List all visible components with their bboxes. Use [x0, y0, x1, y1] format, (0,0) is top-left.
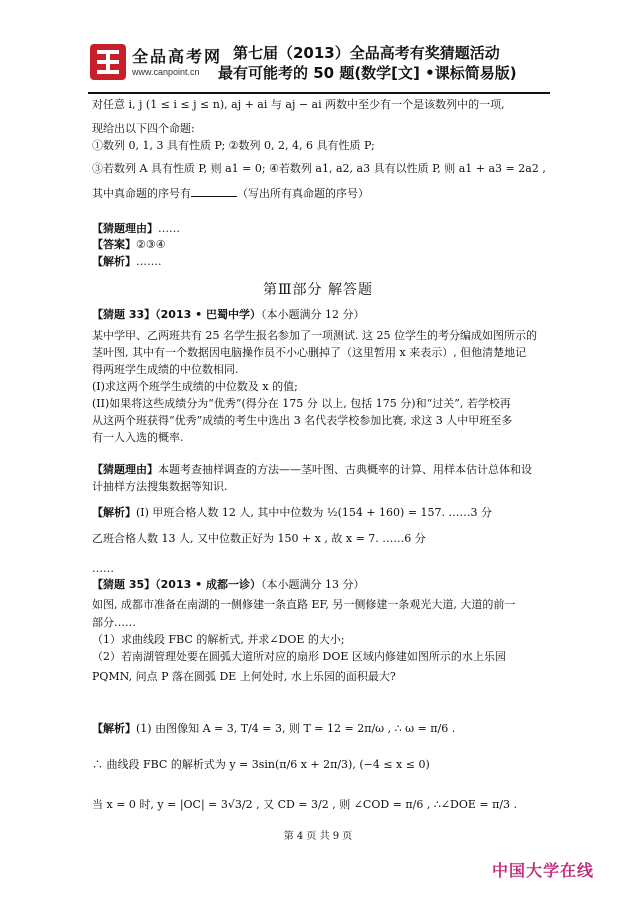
q35-score: （本小题满分 13 分）	[260, 578, 365, 591]
q33-p2: 茎叶图, 其中有一个数据因电脑操作员不小心删掉了（这里暂用 x 来表示）, 但他清楚地记	[92, 346, 527, 359]
q33-reason-label: 【猜题理由】	[92, 463, 158, 476]
q-top-line1: 对任意 i, j (1 ≤ i ≤ j ≤ n), aj + ai 与 aj − ai 两数中至少有一个是该数列中的一项,	[92, 98, 505, 111]
answer-label: 【答案】	[92, 238, 136, 251]
q35-sol-text1: (1) 由图像知 A = 3, T/4 = 3, 则 T = 12 = 2π/ω , ∴ ω = π/6 .	[136, 722, 456, 735]
q-top-line4: ③若数列 A 具有性质 P, 则 a1 = 0; ④若数列 a1, a2, a3 具有以性质 P, 则 a1 + a3 = 2a2 ,	[92, 162, 546, 175]
page-header	[88, 40, 558, 92]
q33-reason-text1: 本题考查抽样调查的方法——茎叶图、古典概率的计算、用样本估计总体和设	[158, 463, 532, 476]
q-top-analysis	[92, 255, 162, 269]
answer-blank	[191, 186, 237, 197]
analysis-label: 【解析】	[92, 255, 136, 268]
q35-p4: （2）若南湖管理处要在圆弧大道所对应的扇形 DOE 区域内修建如图所示的水上乐园	[92, 650, 506, 663]
q35-p2: 部分……	[92, 616, 136, 629]
q-top-line5	[92, 186, 369, 201]
q35-label: 【猜题 35】	[92, 578, 156, 591]
q35-solution-line3: 当 x = 0 时, y = |OC| = 3√3/2 , 又 CD = 3/2 , 则 ∠COD = π/6 , ∴∠DOE = π/3 .	[92, 798, 518, 811]
reason-text: ……	[158, 222, 180, 235]
q33-solution-line2: 乙班合格人数 13 人, 又中位数正好为 150 + x , 故 x = 7. ……6 分	[92, 532, 426, 545]
logo-name: 全品高考网	[132, 47, 223, 66]
q33-heading	[92, 308, 364, 322]
answer-text: ②③④	[136, 238, 166, 251]
q33-p7: 有一人入选的概率.	[92, 431, 184, 444]
q33-dots: ……	[92, 562, 114, 575]
q-top-line5-note: （写出所有真命题的序号）	[237, 187, 369, 200]
q35-solution-line2: ∴ 曲线段 FBC 的解析式为 y = 3sin(π/6 x + 2π/3), (−4 ≤ x ≤ 0)	[92, 758, 430, 771]
q33-reason-line1	[92, 463, 532, 477]
q33-reason-line2: 计抽样方法搜集数据等知识.	[92, 480, 228, 493]
page-number: 第 4 页 共 9 页	[283, 831, 353, 842]
canpoint-logo-icon	[88, 42, 128, 82]
watermark: 中国大学在线	[492, 861, 595, 880]
q33-p3: 得两班学生成绩的中位数相同.	[92, 363, 239, 376]
q-top-line2: 现给出以下四个命题:	[92, 122, 195, 135]
header-divider	[88, 92, 550, 94]
q33-p5: (II)如果将这些成绩分为“优秀”(得分在 175 分 以上, 包括 175 分)和“过关”, 若学校再	[92, 397, 511, 410]
q35-p3: （1）求曲线段 FBC 的解析式, 并求∠DOE 的大小;	[92, 633, 345, 646]
q-top-reason	[92, 222, 180, 236]
q33-solution-line1	[92, 506, 492, 520]
q35-solution-line1	[92, 722, 455, 736]
header-title-line2: 最有可能考的 50 题(数学[文] •课标简易版)	[218, 64, 517, 82]
q-top-line3: ①数列 0, 1, 3 具有性质 P; ②数列 0, 2, 4, 6 具有性质 P;	[92, 139, 375, 152]
analysis-text: …….	[136, 255, 162, 268]
q33-source: （2013 • 巴蜀中学）	[155, 308, 261, 321]
q35-p1: 如图, 成都市准备在南湖的一侧修建一条直路 EF, 另一侧修建一条观光大道, 大道的前一	[92, 598, 516, 611]
header-title-line1: 第七届（2013）全品高考有奖猜题活动	[233, 44, 500, 62]
q33-sol-label: 【解析】	[92, 506, 136, 519]
q33-sol-text1: (I) 甲班合格人数 12 人, 其中中位数为 ½(154 + 160) = 157. ……3 分	[136, 506, 493, 519]
q35-source: （2013 • 成都一诊）	[155, 578, 261, 591]
q33-p4: (I)求这两个班学生成绩的中位数及 x 的值;	[92, 380, 298, 393]
logo-url: www.canpoint.cn	[132, 67, 200, 77]
q35-p5: PQMN, 问点 P 落在圆弧 DE 上何处时, 水上乐园的面积最大?	[92, 670, 396, 683]
q-top-answer	[92, 238, 166, 252]
q35-heading	[92, 578, 364, 592]
q33-score: （本小题满分 12 分）	[260, 308, 365, 321]
reason-label: 【猜题理由】	[92, 222, 158, 235]
q-top-line5-text: 其中真命题的序号有	[92, 187, 191, 200]
q35-sol-label: 【解析】	[92, 722, 136, 735]
section-title: 第Ⅲ部分 解答题	[263, 282, 373, 298]
q33-p6: 从这两个班获得“优秀”成绩的考生中选出 3 名代表学校参加比赛, 求这 3 人中甲班至多	[92, 414, 513, 427]
q33-p1: 某中学甲、乙两班共有 25 名学生报名参加了一项测试. 这 25 位学生的考分编成如图所示的	[92, 329, 537, 342]
q33-label: 【猜题 33】	[92, 308, 156, 321]
